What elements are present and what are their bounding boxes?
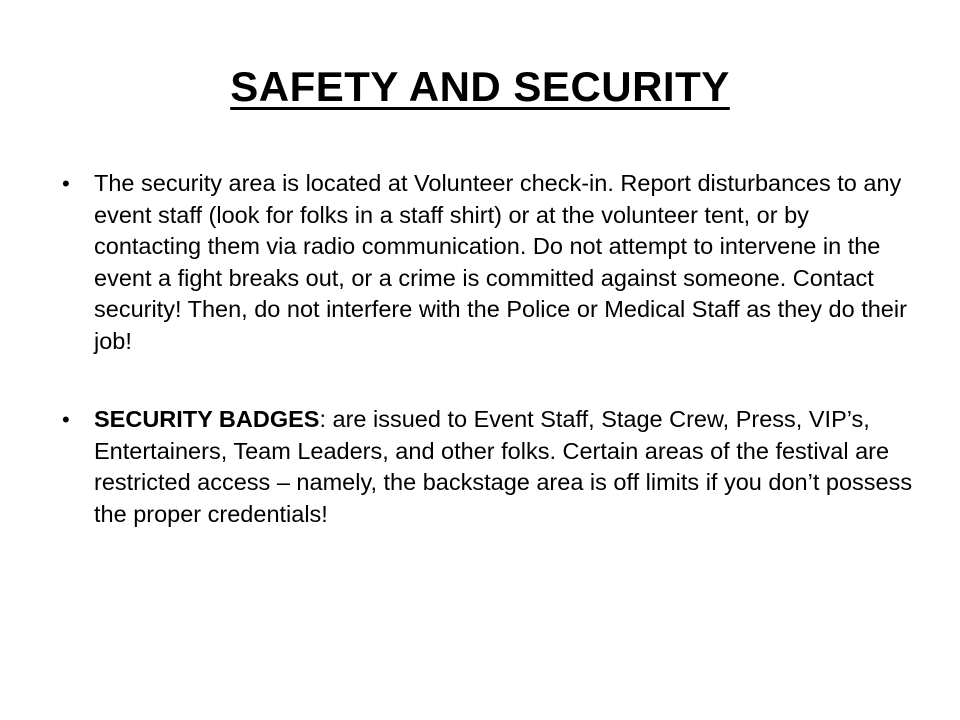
slide-title [0, 56, 960, 118]
bullet-text: The security area is located at Volunteer check-in. Report disturbances to any event staff (look for folks in a staff shirt) or at the volunteer tent, or by contacting them via radio communication. Do not attempt to intervene in the event a fight breaks out, or a crime is committed against someone. Contact security! Then, do not interfere with the Police or Medical Staff as they do their job! [94, 170, 907, 354]
bullet-icon: • [62, 407, 70, 432]
bullet-item-security-badges [60, 404, 916, 530]
bullet-text: : are issued to Event Staff, Stage Crew, Press, VIP’s, Entertainers, Team Leaders, and other folks. Certain areas of the festival are restricted access – namely, the backstage area is off limits if you don’t possess the proper credentials! [94, 406, 913, 527]
bullet-icon: • [62, 171, 70, 196]
slide-title-text: SAFETY AND SECURITY [230, 63, 730, 110]
bullet-item-security-area [60, 168, 916, 357]
bullet-list [60, 168, 916, 577]
bullet-term: SECURITY BADGES [94, 406, 320, 432]
